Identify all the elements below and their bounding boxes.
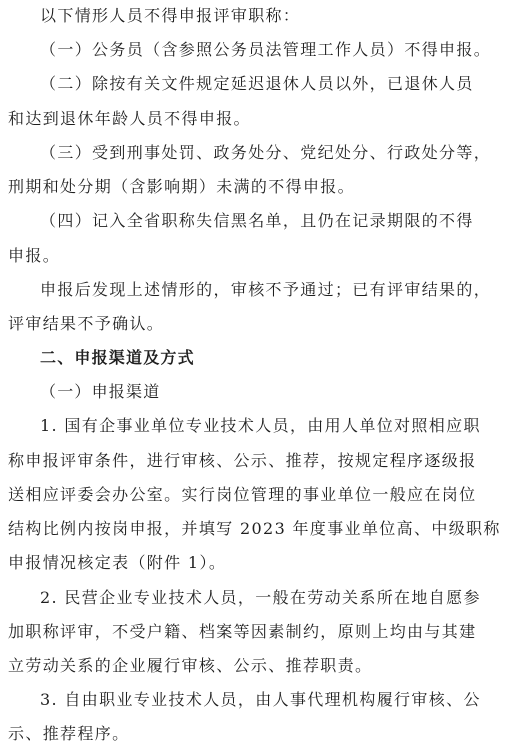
section-heading: 二、申报渠道及方式	[40, 348, 195, 367]
text-line: 和达到退休年龄人员不得申报。	[8, 109, 251, 128]
text-line: 评审结果不予确认。	[8, 314, 165, 333]
text-line: （四）记入全省职称失信黑名单，且仍在记录期限的不得	[40, 211, 474, 230]
text-line: 示、推荐程序。	[8, 724, 130, 743]
text-line: 称申报评审条件，进行审核、公示、推荐，按规定程序逐级报	[8, 451, 477, 470]
text-line: （二）除按有关文件规定延迟退休人员以外，已退休人员	[40, 74, 474, 93]
text-line: 立劳动关系的企业履行审核、公示、推荐职责。	[8, 656, 373, 675]
text-line: 以下情形人员不得申报评审职称：	[40, 6, 301, 25]
text-line: 申报后发现上述情形的，审核不予通过；已有评审结果的，	[40, 280, 492, 299]
text-line: （三）受到刑事处罚、政务处分、党纪处分、行政处分等，	[40, 143, 492, 162]
text-line: 刑期和处分期（含影响期）未满的不得申报。	[8, 177, 356, 196]
text-line: 申报。	[8, 246, 61, 265]
text-line: 送相应评委会办公室。实行岗位管理的事业单位一般应在岗位	[8, 485, 477, 504]
text-line: （一）公务员（含参照公务员法管理工作人员）不得申报。	[40, 40, 492, 59]
text-line: 申报情况核定表（附件 1）。	[8, 553, 227, 572]
text-line: 结构比例内按岗申报，并填写 2023 年度事业单位高、中级职称	[8, 519, 501, 538]
text-line: 3. 自由职业专业技术人员，由人事代理机构履行审核、公	[40, 690, 481, 709]
text-line: 1. 国有企事业单位专业技术人员，由用人单位对照相应职	[40, 416, 481, 435]
subsection-heading: （一）申报渠道	[40, 382, 161, 401]
text-line: 加职称评审，不受户籍、档案等因素制约，原则上均由与其建	[8, 622, 477, 641]
text-line: 2. 民营企业专业技术人员，一般在劳动关系所在地自愿参	[40, 588, 481, 607]
